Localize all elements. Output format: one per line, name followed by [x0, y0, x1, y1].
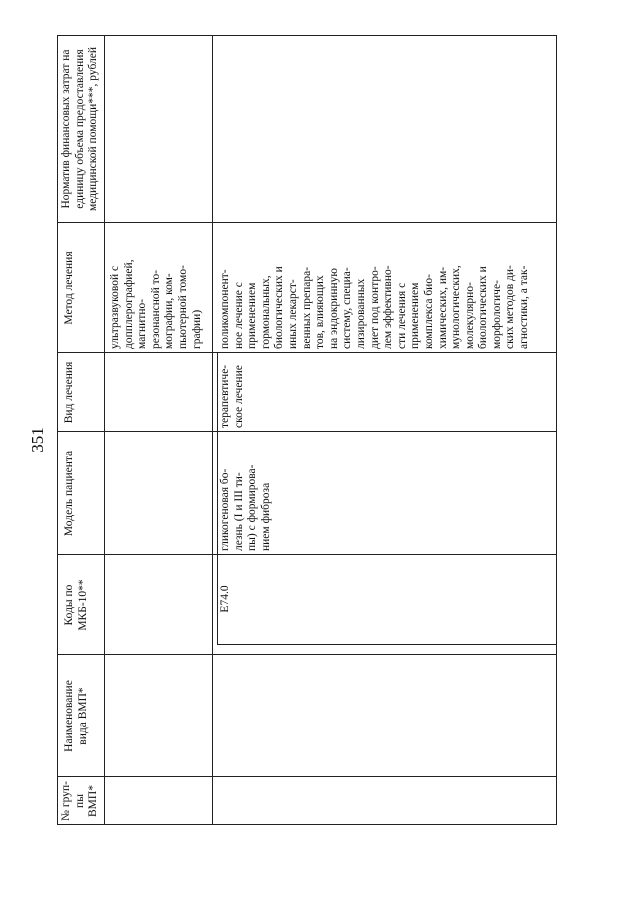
row2-method-line: применением — [409, 282, 422, 349]
row2-method-line: венных препара- — [300, 266, 313, 349]
row1-method-line: магнитно- — [136, 298, 149, 349]
row2-type-line: терапевтиче- — [219, 364, 231, 428]
row1-method-line: графии) — [190, 309, 203, 349]
row2-method-line: морфологиче- — [490, 280, 503, 349]
row1-method-line: мографии, ком- — [163, 273, 176, 349]
row2-method-line: химических, им- — [436, 266, 449, 349]
col-divider-name — [57, 654, 557, 655]
row2-method-line: мунологических, — [450, 265, 463, 349]
col-divider-model — [57, 431, 557, 432]
row2-model-line: пы) с формирова- — [246, 464, 259, 551]
header-model-line-1: Модель пациента — [63, 450, 75, 537]
header-model — [63, 434, 77, 553]
row2-method-line: биологических и — [477, 266, 490, 349]
col-divider-method — [57, 222, 557, 223]
row2-method-line: применением — [246, 282, 259, 349]
row2-method-line: поликомпонент- — [219, 269, 231, 349]
col-divider-group — [57, 776, 557, 777]
table-border-bottom — [556, 35, 557, 825]
table-border-top — [57, 35, 58, 825]
row2-type-line: ское лечение — [232, 365, 245, 428]
row2-method-line: ских методов ди- — [504, 265, 517, 349]
row2-method-line: диет под контро- — [368, 266, 381, 349]
row2-model — [219, 435, 273, 551]
row1-method-line: допплерографией, — [122, 259, 135, 349]
row2-method-line: на эндокринную — [327, 268, 340, 349]
header-type-line-1: Вид лечения — [63, 361, 75, 424]
header-codes — [63, 557, 90, 653]
col-border-left — [57, 824, 557, 825]
row2-method-line: систему, специа- — [341, 267, 354, 349]
row2-method-line: агностики, а так- — [518, 265, 531, 349]
row1-method-line: резонансной то- — [149, 269, 162, 349]
col-border-right — [57, 35, 557, 36]
header-name — [63, 657, 90, 775]
header-group — [60, 779, 101, 823]
row2-method-line: комплекса био- — [422, 274, 435, 349]
row1-method-line: ультразвуковой с — [109, 265, 121, 349]
row2-inner-edge — [217, 644, 557, 645]
header-method — [63, 225, 77, 351]
row2-inner-line — [217, 353, 218, 645]
row2-model-line: лезнь (I и III ти- — [232, 472, 245, 551]
header-method-line-1: Метод лечения — [63, 251, 75, 325]
row-divider-1 — [212, 35, 213, 825]
header-name-line-2: вида ВМП* — [76, 687, 89, 745]
header-norm — [60, 37, 101, 221]
row2-method-line: молекулярно- — [463, 282, 476, 349]
col-divider-type — [57, 352, 557, 353]
row2-code: E74.0 — [219, 585, 231, 613]
row2-method-line: тов, влияющих — [314, 275, 327, 349]
row1-method — [109, 227, 204, 349]
row2-method-line: лизированных — [354, 278, 367, 349]
header-divider — [104, 35, 105, 825]
row2-method-line: лем эффективно- — [382, 265, 395, 349]
row2-model-line: нием фиброза — [259, 482, 272, 551]
header-norm-line-3: медицинской помощи***, рублей — [87, 46, 100, 212]
page-number: 351 — [28, 427, 47, 453]
row2-method-line: иных лекарст- — [286, 279, 299, 349]
row2-method-line: биологических и — [273, 266, 286, 349]
row2-method-line: гормональных, — [259, 275, 272, 349]
row1-method-line: пьютерной томо- — [176, 265, 189, 349]
row2-model-line: гликогеновая бо- — [219, 468, 231, 551]
rotated-table — [57, 35, 557, 825]
row2-method-line: сти лечения с — [395, 282, 408, 349]
header-codes-line-2: МКБ-10** — [76, 579, 89, 631]
row2-method — [219, 227, 532, 349]
col-divider-codes — [57, 554, 557, 555]
header-type — [63, 355, 77, 430]
row2-method-line: ное лечение с — [232, 282, 245, 349]
medical-care-table — [57, 35, 557, 825]
row2-type — [219, 354, 246, 428]
header-name-line-1: Наименование — [63, 680, 75, 752]
header-norm-line-1: Норматив финансовых затрат на — [60, 49, 72, 209]
header-norm-line-2: единицу объема предоставления — [73, 49, 86, 209]
header-group-line-3: ВМП* — [87, 785, 100, 817]
header-group-line-2: пы — [73, 794, 86, 808]
header-codes-line-1: Коды по — [63, 584, 75, 626]
header-group-line-1: № груп- — [60, 781, 72, 821]
